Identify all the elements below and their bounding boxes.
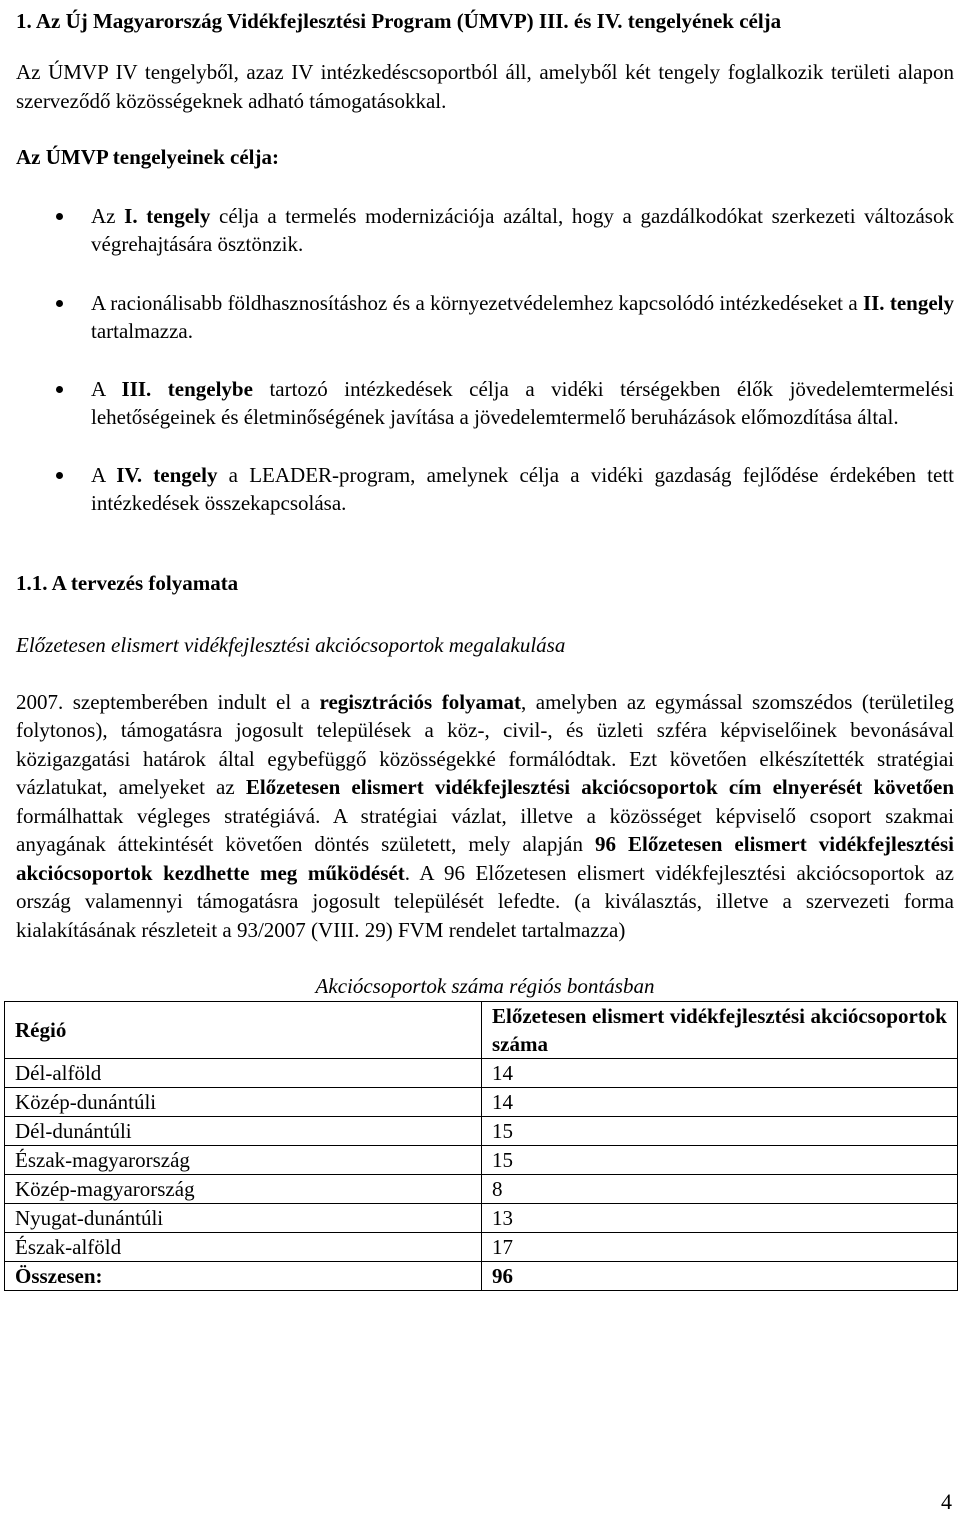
bullet-icon: [56, 472, 63, 479]
bullet-bold-text: I. tengely: [124, 203, 211, 228]
table-row: [5, 1203, 958, 1232]
region-cell: Nyugat-dunántúli: [5, 1203, 482, 1232]
bullet-text: Az: [91, 203, 125, 228]
list-item: [16, 289, 954, 346]
document-page: [16, 4, 954, 1291]
region-cell: Észak-alföld: [5, 1232, 482, 1261]
count-cell: 13: [482, 1203, 958, 1232]
page-number: 4: [941, 1489, 952, 1514]
header-cell-region: Régió: [5, 1001, 482, 1058]
bullet-bold-text: II. tengely: [862, 290, 955, 315]
bullet-icon: [56, 386, 63, 393]
count-cell: 14: [482, 1058, 958, 1087]
bullet-text: tartalmazza.: [91, 319, 194, 343]
bullet-text: A: [91, 376, 122, 401]
region-cell: Közép-dunántúli: [5, 1087, 482, 1116]
section-heading: 1.1. A tervezés folyamata: [16, 570, 239, 595]
count-cell: 14: [482, 1087, 958, 1116]
table-row: [5, 1087, 958, 1116]
body-paragraph: [16, 688, 954, 945]
count-cell: 15: [482, 1145, 958, 1174]
table-row: [5, 1174, 958, 1203]
region-cell: Közép-magyarország: [5, 1174, 482, 1203]
table-row: [5, 1116, 958, 1145]
header-cell-count: Előzetesen elismert vidékfejlesztési akciócsoportok száma: [482, 1001, 958, 1058]
table-row: [5, 1232, 958, 1261]
bullet-text: A racionálisabb földhasznosításhoz és a környezetvédelemhez kapcsolódó intézkedéseket a: [91, 290, 863, 315]
total-value-cell: 96: [482, 1261, 958, 1290]
count-cell: 8: [482, 1174, 958, 1203]
bullet-text: célja a termelés modernizációja azáltal, hogy a gazdálkodókat szerkezeti változások végrehajtására ösztönzik.: [91, 203, 954, 256]
body-bold-text: regisztrációs folyamat: [319, 689, 522, 714]
bullet-bold-text: III. tengelybe: [121, 376, 253, 401]
body-text: . A 96 Előzetesen elismert vidékfejlesztési akciócsoportok az ország valamennyi támogatásra jogosult települését lefedte. (a kiválasztás, illetve a szervezeti forma kialakításának részleteit a 93/2007 (VIII. 29) FVM rendelet tartalmazza): [16, 860, 954, 942]
body-bold-text: 96 Előzetesen elismert vidékfejlesztési akciócsoportok kezdhette meg működését: [16, 832, 954, 885]
table-caption: Akciócsoportok száma régiós bontásban: [315, 974, 655, 998]
region-table: [4, 1001, 958, 1291]
italic-heading: Előzetesen elismert vidékfejlesztési akciócsoportok megalakulása: [16, 633, 566, 657]
body-text: 2007. szeptemberében indult el a: [16, 689, 320, 714]
bullet-icon: [56, 300, 63, 307]
region-cell: Dél-alföld: [5, 1058, 482, 1087]
table-row: [5, 1145, 958, 1174]
total-label-cell: Összesen:: [5, 1261, 482, 1290]
bullet-text: A: [91, 462, 117, 487]
region-cell: Dél-dunántúli: [5, 1116, 482, 1145]
bullet-text: tartozó intézkedések célja a vidéki térségekben élők jövedelemtermelési lehetőségeinek és életminőségének javítása a jövedelemtermelő beruházások előmozdítása által.: [91, 376, 954, 429]
list-item: [16, 461, 954, 518]
intro-paragraph: Az ÚMVP IV tengelyből, azaz IV intézkedéscsoportból áll, amelyből két tengely foglalkozik területi alapon szerveződő közösségeknek adható támogatásokkal.: [16, 60, 954, 113]
axes-list: [16, 202, 954, 518]
body-text: formálhattak végleges stratégiává. A stratégiai vázlat, illetve a közösséget képviselő csoport szakmai anyagának áttekintését követően döntés született, mely alapján: [16, 803, 954, 856]
list-item: [16, 202, 954, 259]
region-cell: Észak-magyarország: [5, 1145, 482, 1174]
count-cell: 17: [482, 1232, 958, 1261]
bullet-icon: [56, 213, 63, 220]
axes-subheading: Az ÚMVP tengelyeinek célja:: [16, 145, 280, 169]
bullet-text: a LEADER-program, amelynek célja a vidéki gazdaság fejlődése érdekében tett intézkedések összekapcsolása.: [91, 462, 955, 515]
table-total-row: [5, 1261, 958, 1290]
main-heading: 1. Az Új Magyarország Vidékfejlesztési Program (ÚMVP) III. és IV. tengelyének célja: [16, 9, 782, 33]
table-row: [5, 1058, 958, 1087]
bullet-bold-text: IV. tengely: [116, 462, 218, 487]
body-text: , amelyben az egymással szomszédos (területileg folytonos), támogatásra jogosult települések a köz-, civil-, és üzleti szféra képviselőinek bevonásával közigazgatási határok által egybefüggő közösségekké formálódtak. Ezt követően elkészítették stratégiai vázlatukat, amelyeket az: [16, 689, 954, 799]
list-item: [16, 375, 954, 432]
table-header-row: [5, 1001, 958, 1058]
count-cell: 15: [482, 1116, 958, 1145]
body-bold-text: Előzetesen elismert vidékfejlesztési akciócsoportok cím elnyerését követően: [245, 775, 955, 799]
